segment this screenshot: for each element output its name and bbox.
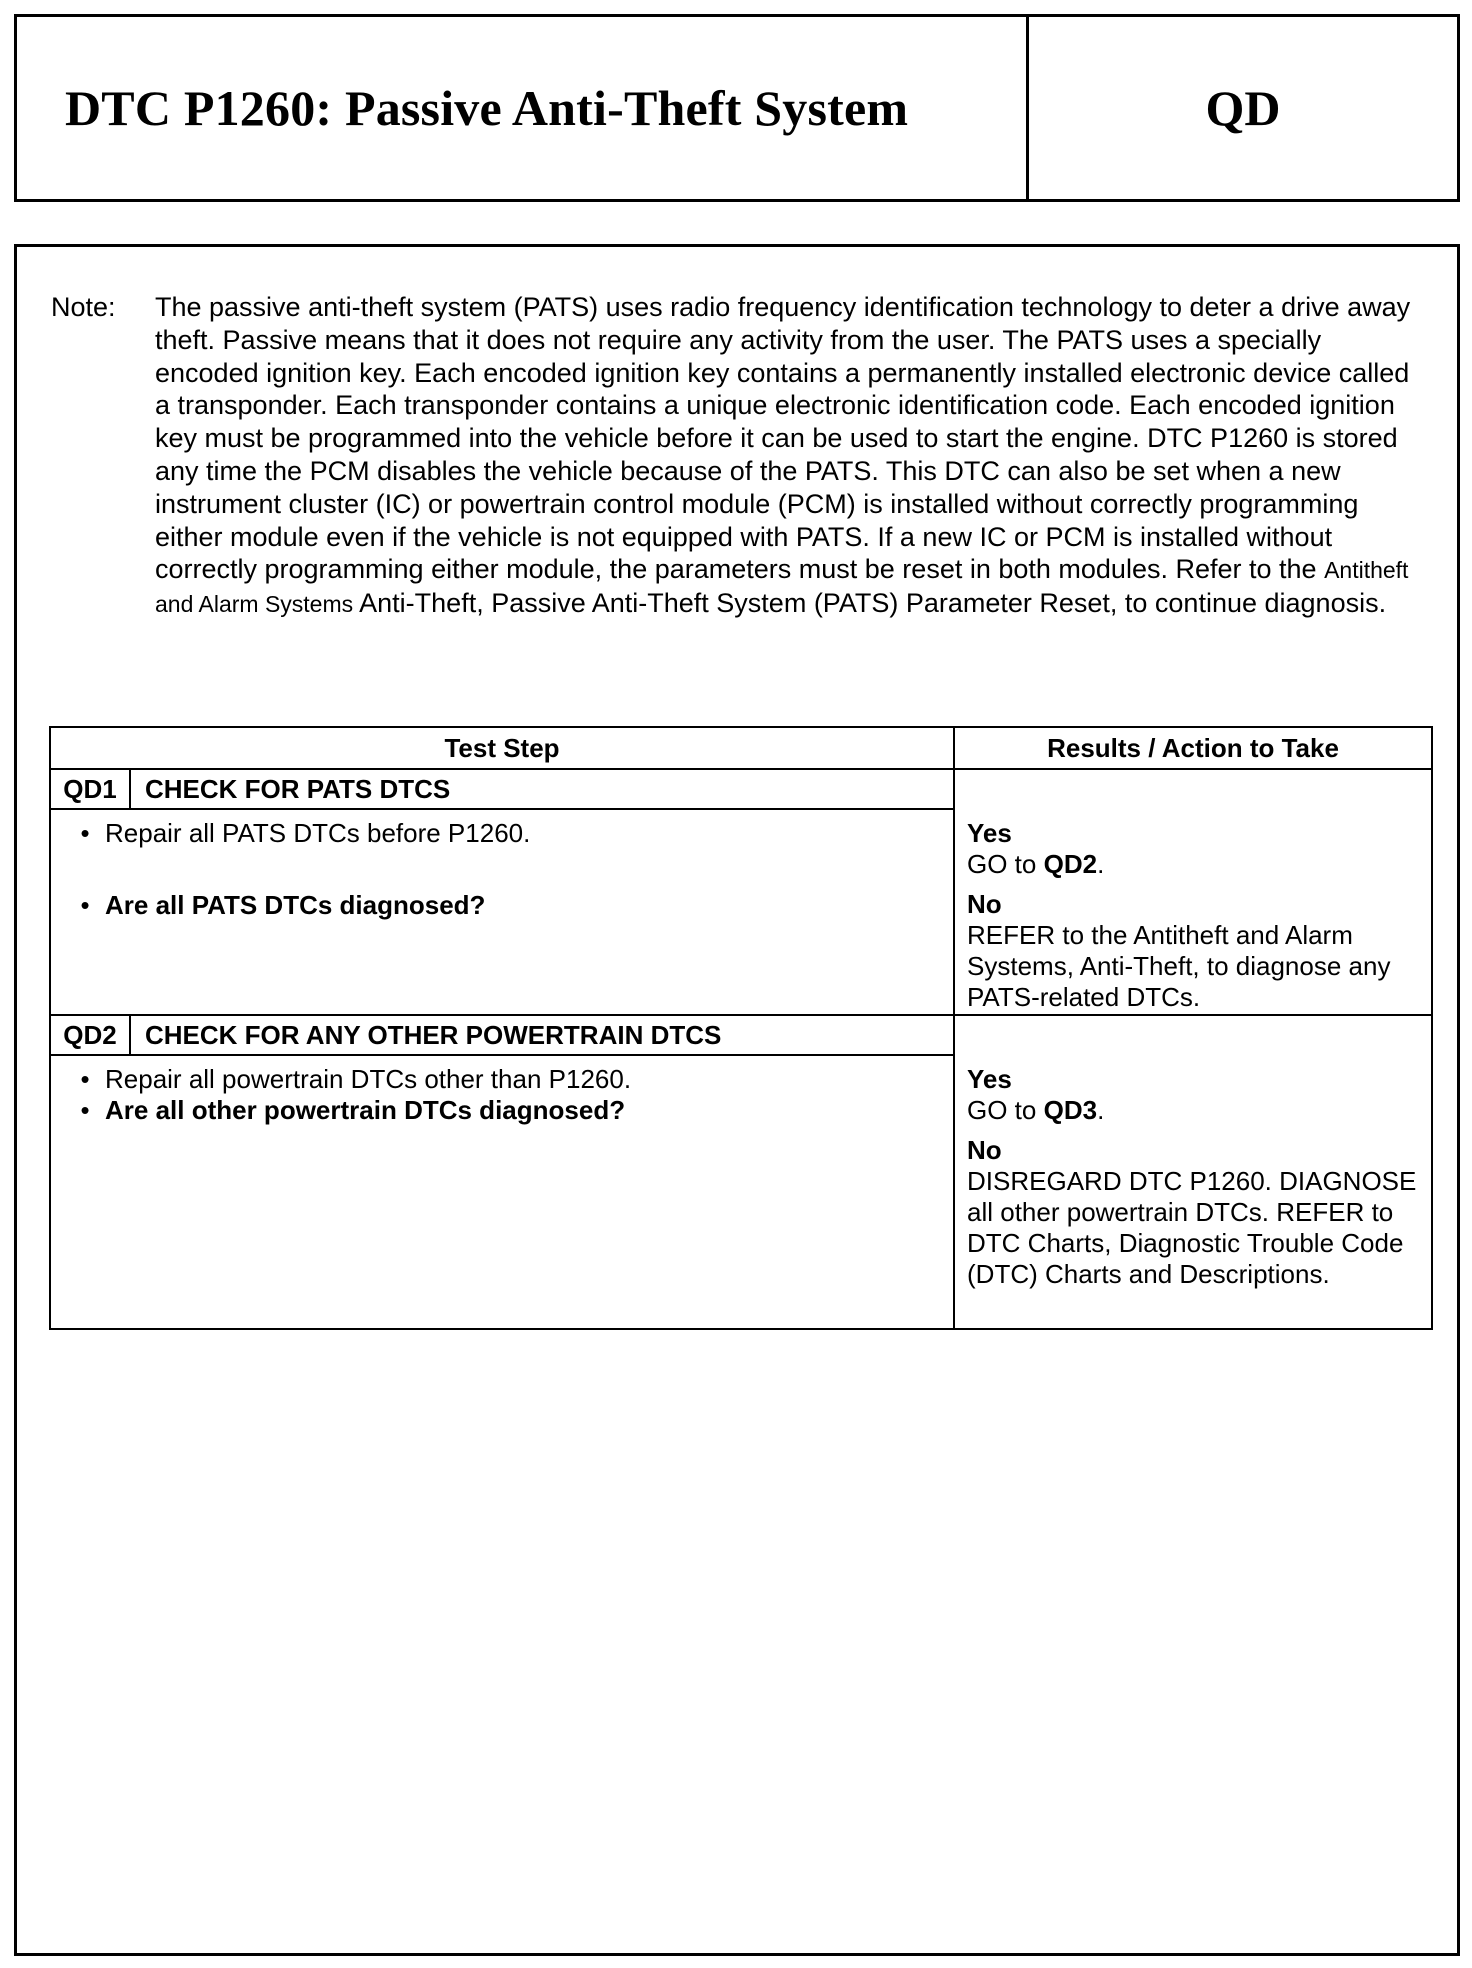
step-instructions: [50, 809, 954, 1015]
bullet-glyph: •: [80, 890, 90, 920]
yes-action: GO to QD3.: [967, 1095, 1105, 1125]
yes-target: QD2: [1043, 849, 1098, 879]
test-step-table: [49, 726, 1433, 1330]
step-title: CHECK FOR ANY OTHER POWERTRAIN DTCS: [130, 1015, 954, 1055]
content-box: [14, 244, 1460, 1956]
page-title: DTC P1260: Passive Anti-Theft System: [17, 17, 1029, 199]
bullet-glyph: •: [80, 818, 90, 848]
step-title: CHECK FOR PATS DTCS: [130, 769, 954, 809]
bullet-text: Are all other powertrain DTCs diagnosed?: [105, 1095, 626, 1125]
note-reference: Antitheft and Alarm Systems: [155, 557, 1409, 618]
yes-action-text: GO to: [967, 849, 1037, 879]
bullet-question: [51, 890, 953, 921]
note-block: [51, 291, 1421, 621]
step-instructions: [50, 1055, 954, 1329]
yes-action: GO to QD2.: [967, 849, 1105, 879]
note-text: [155, 291, 1421, 621]
yes-target: QD3: [1043, 1095, 1098, 1125]
bullet-question: [51, 1095, 953, 1126]
yes-label: Yes: [967, 1064, 1012, 1094]
bullet-item: [51, 818, 953, 849]
page-header: [14, 14, 1460, 202]
step-results: [954, 769, 1432, 1015]
bullet-text: Repair all PATS DTCs before P1260.: [105, 818, 531, 848]
yes-label: Yes: [967, 818, 1012, 848]
section-code: QD: [1205, 80, 1281, 136]
note-label: Note:: [51, 292, 116, 322]
step-id: QD2: [50, 1015, 130, 1055]
yes-action-text: GO to: [967, 1095, 1037, 1125]
no-action: DISREGARD DTC P1260. DIAGNOSE all other powertrain DTCs. REFER to DTC Charts, Diagnostic Trouble Code (DTC) Charts and Descriptions.: [967, 1166, 1417, 1289]
bullet-item: [51, 1064, 953, 1095]
note-text-end: Anti-Theft, Passive Anti-Theft System (PATS) Parameter Reset, to continue diagnosis.: [359, 588, 1387, 619]
no-label: No: [967, 1135, 1002, 1165]
results-header: Results / Action to Take: [954, 727, 1432, 769]
step-results: [954, 1015, 1432, 1329]
step-id: QD1: [50, 769, 130, 809]
no-label: No: [967, 889, 1002, 919]
note-text-main: The passive anti-theft system (PATS) uses radio frequency identification technology to deter a drive away theft. Passive means that it does not require any activity from the user. The PATS uses a specially encoded ignition key. Each encoded ignition key contains a permanently installed electronic device called a transponder. Each transponder contains a unique electronic identification code. Each encoded ignition key must be programmed into the vehicle before it can be used to start the engine. DTC P1260 is stored any time the PCM disables the vehicle because of the PATS. This DTC can also be set when a new instrument cluster (IC) or powertrain control module (PCM) is installed without correctly programming either module even if the vehicle is not equipped with PATS. If a new IC or PCM is installed without correctly programming either module, the parameters must be reset in both modules. Refer to the: [155, 292, 1411, 585]
step-title-row: [50, 769, 1432, 809]
table-header-row: [50, 727, 1432, 769]
bullet-text: Are all PATS DTCs diagnosed?: [105, 890, 486, 920]
step-title-row: [50, 1015, 1432, 1055]
bullet-glyph: •: [80, 1064, 90, 1094]
bullet-glyph: •: [80, 1095, 90, 1125]
test-step-header: Test Step: [50, 727, 954, 769]
no-action: REFER to the Antitheft and Alarm Systems, Anti-Theft, to diagnose any PATS-related DTCs.: [967, 920, 1391, 1012]
bullet-text: Repair all powertrain DTCs other than P1260.: [105, 1064, 632, 1094]
